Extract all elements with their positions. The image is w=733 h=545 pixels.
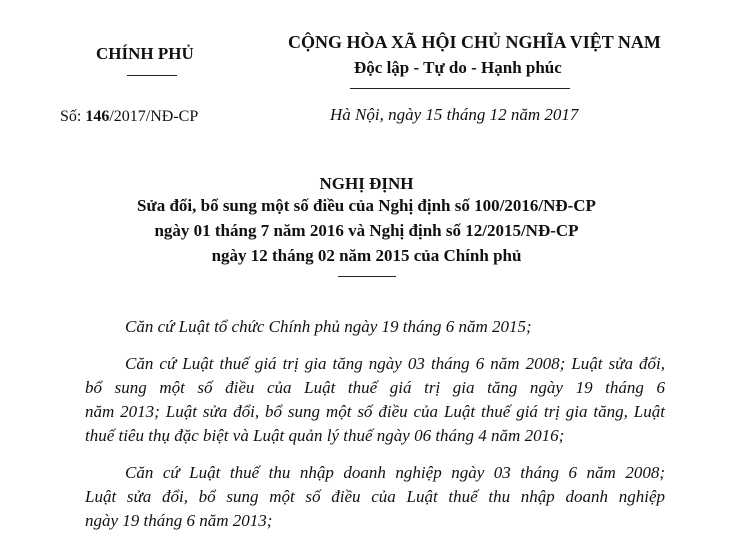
document-number-prefix: Số:: [60, 108, 86, 125]
paragraph-line: ngày 19 tháng 6 năm 2013;: [85, 511, 273, 530]
document-number: [60, 108, 198, 126]
subtitle-line: Sửa đổi, bổ sung một số điều của Nghị định số 100/2016/NĐ-CP: [137, 196, 596, 215]
country-name: CỘNG HÒA XÃ HỘI CHỦ NGHĨA VIỆT NAM: [288, 32, 661, 52]
document-number-value: 146: [85, 108, 110, 125]
legal-basis-paragraph: [85, 461, 665, 533]
subtitle-line: ngày 01 tháng 7 năm 2016 và Nghị định số 12/2015/NĐ-CP: [154, 221, 579, 240]
legal-basis-paragraph: [85, 315, 665, 339]
paragraph-line: bổ sung một số điều của Luật thuế giá trị gia tăng ngày 19 tháng 6: [85, 378, 665, 397]
subtitle-line: ngày 12 tháng 02 năm 2015 của Chính phủ: [211, 246, 522, 265]
motto-underline: [350, 88, 570, 89]
document-number-suffix: /2017/NĐ-CP: [109, 108, 199, 125]
paragraph-line: Căn cứ Luật tổ chức Chính phủ ngày 19 tháng 6 năm 2015;: [125, 317, 532, 336]
paragraph-line: Căn cứ Luật thuế thu nhập doanh nghiệp ngày 03 tháng 6 năm 2008;: [125, 463, 665, 482]
legal-basis-paragraph: [85, 352, 665, 448]
place-and-date: Hà Nội, ngày 15 tháng 12 năm 2017: [330, 105, 579, 124]
title-underline: [338, 276, 396, 277]
paragraph-line: Luật sửa đổi, bổ sung một số điều của Luật thuế thu nhập doanh nghiệp: [85, 487, 665, 506]
paragraph-line: thuế tiêu thụ đặc biệt và Luật quản lý thuế ngày 06 tháng 4 năm 2016;: [85, 426, 565, 445]
issuing-agency: CHÍNH PHỦ: [96, 44, 194, 63]
paragraph-line: Căn cứ Luật thuế giá trị gia tăng ngày 03 tháng 6 năm 2008; Luật sửa đổi,: [125, 354, 665, 373]
national-motto: Độc lập - Tự do - Hạnh phúc: [354, 58, 562, 77]
document-type-title: NGHỊ ĐỊNH: [319, 174, 414, 193]
paragraph-line: năm 2013; Luật sửa đổi, bổ sung một số điều của Luật thuế giá trị gia tăng, Luật: [85, 402, 665, 421]
agency-underline: [127, 75, 177, 76]
